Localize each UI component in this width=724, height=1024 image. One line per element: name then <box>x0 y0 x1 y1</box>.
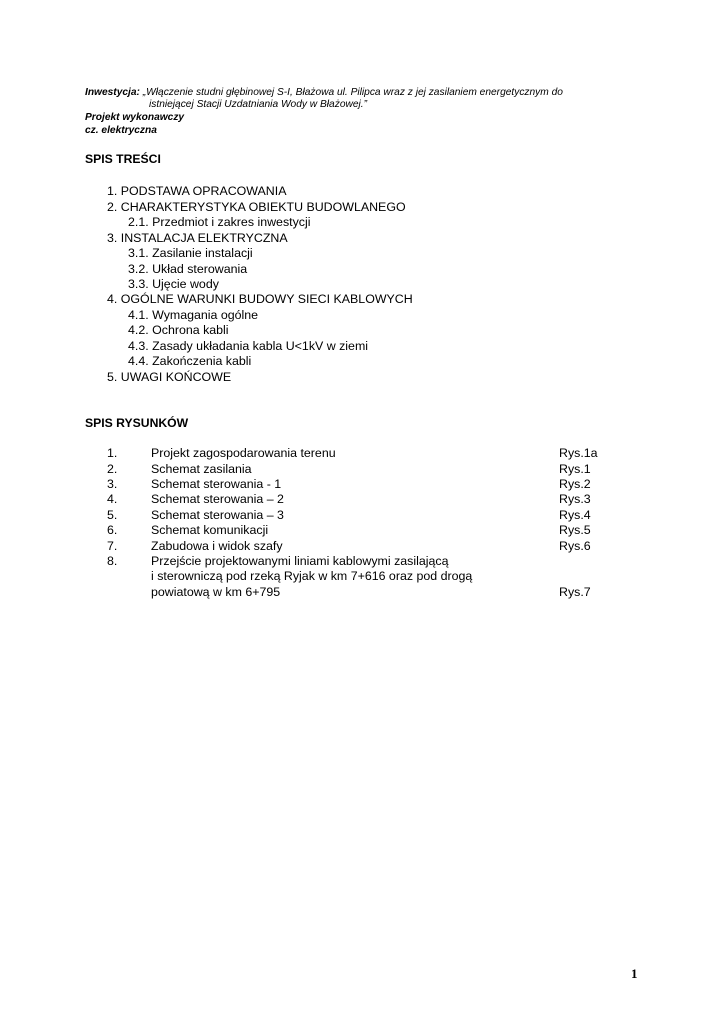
drawing-title: Schemat sterowania - 1 <box>151 477 282 491</box>
drawing-number: 5. <box>107 508 118 522</box>
drawing-ref: Rys.5 <box>559 523 591 537</box>
toc-item: 1. PODSTAWA OPRACOWANIA <box>107 184 287 198</box>
project-type: Projekt wykonawczy <box>85 112 185 123</box>
toc-item: 5. UWAGI KOŃCOWE <box>107 370 232 384</box>
toc-subitem: 4.3. Zasady układania kabla U<1kV w ziemi <box>128 339 369 353</box>
drawing-ref: Rys.1a <box>559 446 598 460</box>
drawing-title: Schemat sterowania – 2 <box>151 492 284 506</box>
toc-subitem: 2.1. Przedmiot i zakres inwestycji <box>128 215 311 229</box>
drawing-number: 1. <box>107 446 118 460</box>
drawing-ref: Rys.7 <box>559 585 591 599</box>
drawing-number: 4. <box>107 492 118 506</box>
investment-text-1: „Włączenie studni głębinowej S-I, Błażowa ul. Pilipca wraz z jej zasilaniem energetycznym do <box>142 87 563 98</box>
toc-title: SPIS TREŚCI <box>85 152 161 166</box>
toc-item: 3. INSTALACJA ELEKTRYCZNA <box>107 231 288 245</box>
toc-item: 4. OGÓLNE WARUNKI BUDOWY SIECI KABLOWYCH <box>107 292 413 306</box>
drawing-ref: Rys.3 <box>559 492 591 506</box>
toc-item: 2. CHARAKTERYSTYKA OBIEKTU BUDOWLANEGO <box>107 200 406 214</box>
page-number: 1 <box>631 966 638 981</box>
drawing-title: Projekt zagospodarowania terenu <box>151 446 336 460</box>
drawing-ref: Rys.2 <box>559 477 591 491</box>
drawing-title-line: i sterowniczą pod rzeką Ryjak w km 7+616 oraz pod drogą <box>151 569 473 583</box>
drawing-number: 8. <box>107 554 118 568</box>
drawing-ref: Rys.1 <box>559 462 591 476</box>
toc-subitem: 4.2. Ochrona kabli <box>128 323 229 337</box>
drawing-title: Schemat sterowania – 3 <box>151 508 284 522</box>
toc-subitem: 4.4. Zakończenia kabli <box>128 354 252 368</box>
drawing-title: Schemat komunikacji <box>151 523 269 537</box>
investment-line-2: istniejącej Stacji Uzdatniania Wody w Błażowej.” <box>149 99 367 110</box>
drawing-ref: Rys.4 <box>559 508 591 522</box>
drawing-number: 7. <box>107 539 118 553</box>
drawing-title-line: Przejście projektowanymi liniami kablowymi zasilającą <box>151 554 449 568</box>
investment-label: Inwestycja: <box>85 87 140 98</box>
project-part: cz. elektryczna <box>85 125 157 136</box>
drawing-title: Schemat zasilania <box>151 462 252 476</box>
drawing-number: 3. <box>107 477 118 491</box>
drawing-title: Zabudowa i widok szafy <box>151 539 283 553</box>
drawing-number: 2. <box>107 462 118 476</box>
toc-subitem: 3.1. Zasilanie instalacji <box>128 246 253 260</box>
toc-subitem: 3.2. Układ sterowania <box>128 262 248 276</box>
drawing-number: 6. <box>107 523 118 537</box>
toc-subitem: 4.1. Wymagania ogólne <box>128 308 259 322</box>
drawing-title-line: powiatową w km 6+795 <box>151 585 281 599</box>
toc-subitem: 3.3. Ujęcie wody <box>128 277 219 291</box>
drawings-title: SPIS RYSUNKÓW <box>85 416 189 430</box>
drawing-ref: Rys.6 <box>559 539 591 553</box>
